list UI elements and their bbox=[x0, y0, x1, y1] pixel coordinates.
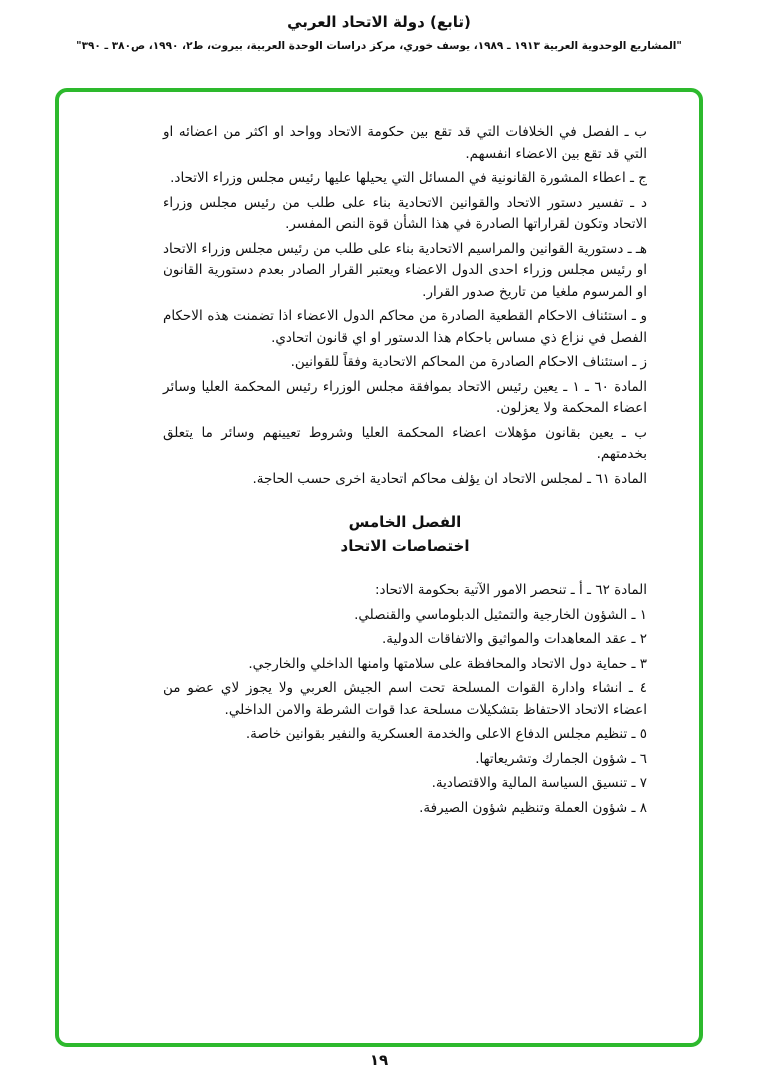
clause-w-appeals-member-states: و ـ استئناف الاحكام القطعية الصادرة من محاكم الدول الاعضاء اذا تضمنت هذه الاحكام الفصل في نزاع ذي مساس باحكام هذا الدستور او اي قانون اتحادي. bbox=[163, 308, 647, 346]
header-title: (تابع) دولة الاتحاد العربي bbox=[287, 13, 471, 31]
article-62: المادة ٦٢ ـ أ ـ تنحصر الامور الآتية بحكومة الاتحاد: bbox=[374, 582, 647, 598]
page-header bbox=[0, 0, 758, 52]
page-number: ١٩ bbox=[369, 1051, 389, 1069]
article-62-item-5: ٥ ـ تنظيم مجلس الدفاع الاعلى والخدمة العسكرية والنفير بقوانين خاصة. bbox=[245, 726, 647, 742]
article-60: المادة ٦٠ ـ ١ ـ يعين رئيس الاتحاد بموافقة مجلس الوزراء رئيس المحكمة العليا وسائر اعضاء المحكمة ولا يعزلون. bbox=[163, 378, 647, 416]
chapter-subtitle: اختصاصات الاتحاد bbox=[340, 537, 470, 555]
clause-z-appeals-federal-courts: ز ـ استئناف الاحكام الصادرة من المحاكم الاتحادية وفقاً للقوانين. bbox=[290, 354, 647, 370]
clause-d-constitution-interpretation: د ـ تفسير دستور الاتحاد والقوانين الاتحادية بناء على طلب من رئيس مجلس وزراء الاتحاد وتكون لقراراتها الصادرة في هذا الشأن قوة النص المفسر. bbox=[163, 194, 647, 232]
article-60-clause-b: ب ـ يعين بقانون مؤهلات اعضاء المحكمة العليا وشروط تعيينهم وسائر ما يتعلق بخدمتهم. bbox=[163, 424, 647, 462]
article-62-item-7: ٧ ـ تنسيق السياسة المالية والاقتصادية. bbox=[431, 775, 647, 791]
article-61: المادة ٦١ ـ لمجلس الاتحاد ان يؤلف محاكم اتحادية اخرى حسب الحاجة. bbox=[252, 470, 647, 487]
article-62-item-8: ٨ ـ شؤون العملة وتنظيم شؤون الصيرفة. bbox=[419, 799, 647, 816]
clause-h-constitutionality: هـ ـ دستورية القوانين والمراسيم الاتحادية بناء على طلب من رئيس مجلس وزراء الاتحاد او رئيس مجلس وزراء احدى الدول الاعضاء ويعتبر القرار الصادر بعدم دستورية القانون او المرسوم ملغيا من تاريخ صدور القرار. bbox=[163, 240, 647, 300]
article-62-item-6: ٦ ـ شؤون الجمارك وتشريعاتها. bbox=[475, 750, 647, 767]
clause-b-disputes: ب ـ الفصل في الخلافات التي قد تقع بين حكومة الاتحاد وواحد او اكثر من اعضائه او التي قد تقع بين الاعضاء انفسهم. bbox=[163, 124, 647, 162]
article-62-item-3: ٣ ـ حماية دول الاتحاد والمحافظة على سلامتها وامنها الداخلي والخارجي. bbox=[248, 655, 647, 672]
article-62-item-1: ١ ـ الشؤون الخارجية والتمثيل الدبلوماسي والقنصلي. bbox=[354, 606, 647, 623]
clause-j-legal-advice: ج ـ اعطاء المشورة القانونية في المسائل التي يحيلها عليها رئيس مجلس وزراء الاتحاد. bbox=[170, 170, 647, 186]
document-body bbox=[59, 92, 699, 819]
header-source-citation: "المشاريع الوحدوية العربية ١٩١٣ ـ ١٩٨٩، يوسف خوري، مركز دراسات الوحدة العربية، بيروت، ط٢، ١٩٩٠، ص٣٨٠ ـ ٣٩٠" bbox=[76, 40, 682, 52]
article-62-item-2: ٢ ـ عقد المعاهدات والمواثيق والاتفاقات الدولية. bbox=[381, 631, 647, 647]
green-border-frame bbox=[55, 88, 703, 1047]
article-62-item-4: ٤ ـ انشاء وادارة القوات المسلحة تحت اسم الجيش العربي ولا يجوز لاي عضو من اعضاء الاتحاد الاحتفاظ بتشكيلات مسلحة عدا قوات الشرطة والامن الداخلي. bbox=[163, 680, 647, 718]
chapter-title: الفصل الخامس bbox=[348, 513, 462, 531]
chapter-heading-block bbox=[163, 510, 647, 558]
